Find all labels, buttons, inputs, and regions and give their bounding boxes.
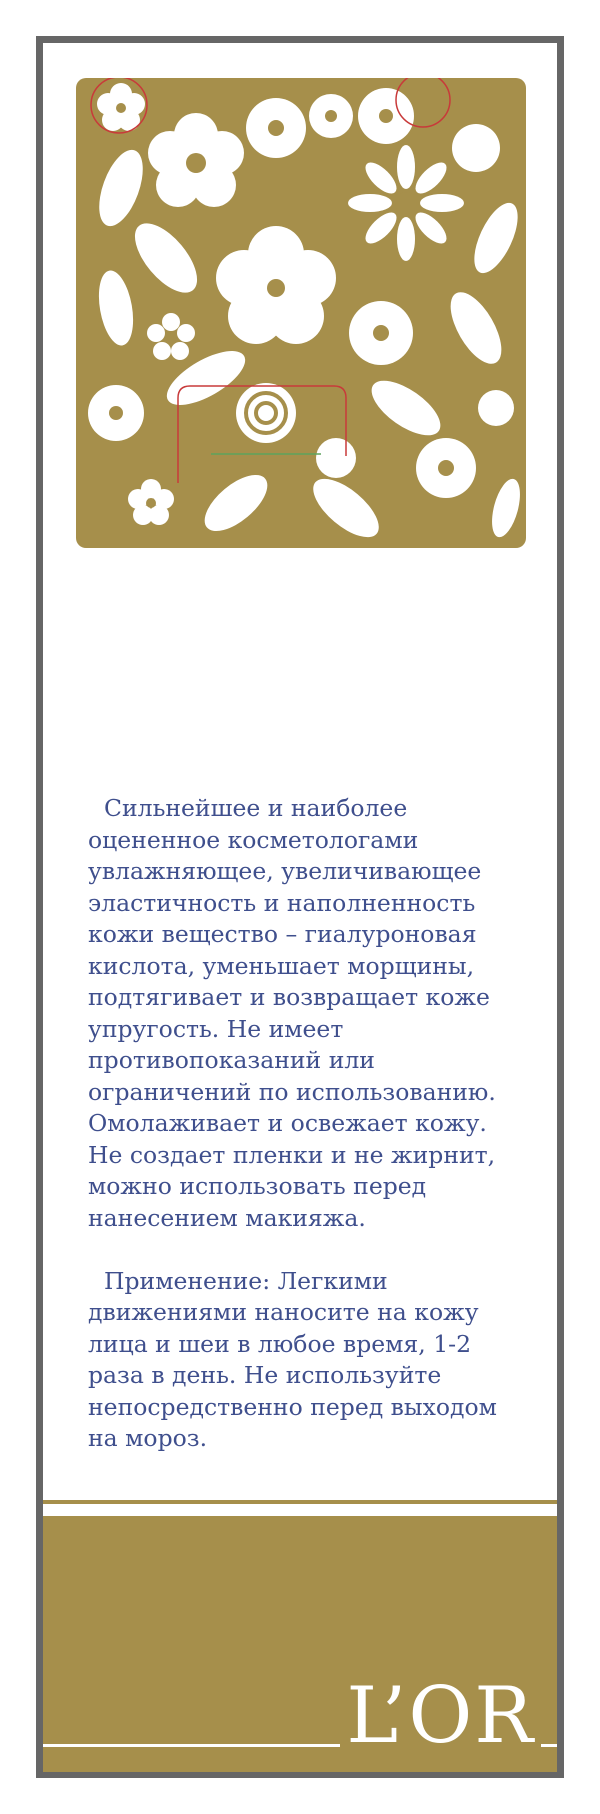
floral-ornament-icon <box>76 78 526 548</box>
brand-footer <box>43 1516 557 1772</box>
footer-divider <box>43 1500 557 1504</box>
usage-paragraph: Применение: Легкими движениями наносите на кожу лица и шеи в любое время, 1-2 раза в день. Не используйте непосредственно перед выходом на мороз. <box>88 1266 497 1452</box>
brand-logo: L’OR <box>340 1666 541 1766</box>
product-description <box>88 793 528 1455</box>
description-paragraph: Сильнейшее и наиболее оцененное косметологами увлажняющее, увеличивающее эластичность и наполненность кожи вещество – гиалуроновая кислота, уменьшает морщины, подтягивает и возвращает коже упругость. Не имеет противопоказаний или ограничений по использованию. Омолаживает и освежает кожу. Не создает пленки и не жирнит, можно использовать перед нанесением макияжа. <box>88 794 496 1232</box>
